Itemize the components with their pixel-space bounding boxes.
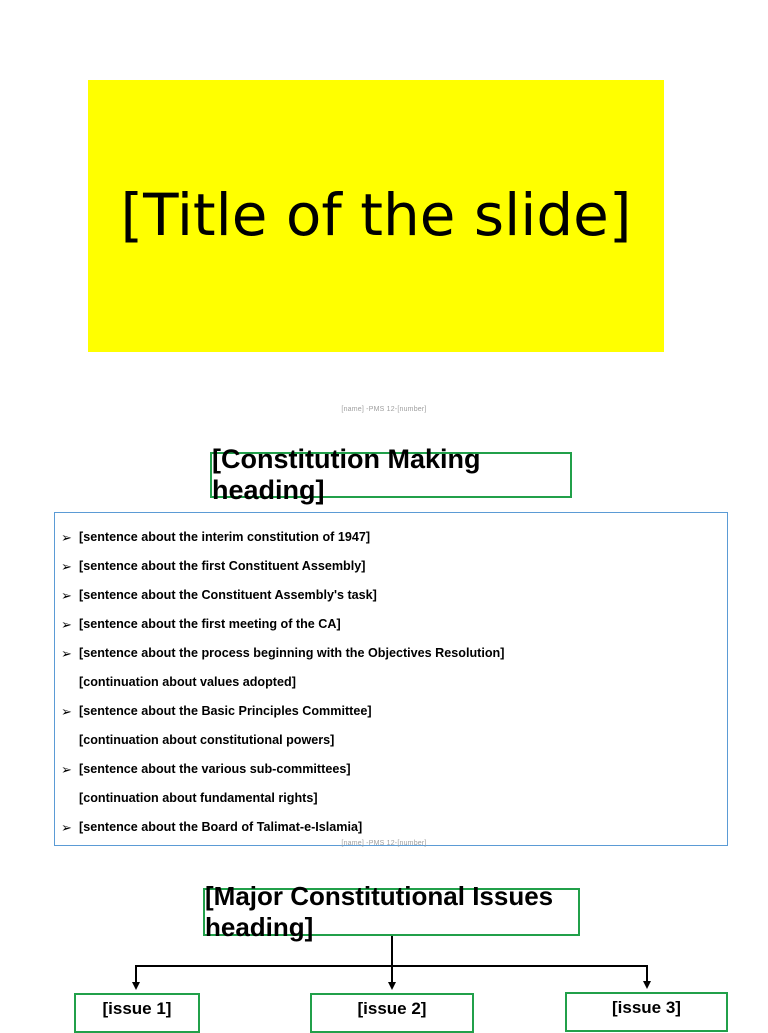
list-item: ➢ [sentence about the Board of Talimat-e-Islamia]: [61, 813, 721, 842]
slide-title: [Title of the slide]: [120, 181, 632, 250]
list-item: ➢ [sentence about the first Constituent Assembly]: [61, 552, 721, 581]
list-item: ➢ [sentence about the first meeting of the CA]: [61, 610, 721, 639]
list-item: ➢ [sentence about the various sub-committees]: [61, 755, 721, 784]
issues-heading: [Major Constitutional Issues heading]: [203, 888, 580, 936]
section-heading: [Constitution Making heading]: [210, 452, 572, 498]
list-item: ➢ [sentence about the Basic Principles Committee]: [61, 697, 721, 726]
connector-line: [646, 965, 648, 981]
list-item: ➢ [sentence about the interim constitution of 1947]: [61, 523, 721, 552]
arrow-bullet-icon: ➢: [61, 820, 72, 835]
connector-line: [391, 936, 393, 966]
arrow-bullet-icon: ➢: [61, 646, 72, 661]
list-item-continuation: [continuation about fundamental rights]: [79, 791, 318, 805]
arrow-bullet-icon: ➢: [61, 588, 72, 603]
arrow-bullet-icon: ➢: [61, 617, 72, 632]
arrow-down-icon: [388, 982, 396, 990]
issue-box-federalism: [issue 1]: [74, 993, 200, 1033]
bullet-list-box: [54, 512, 728, 846]
connector-line: [135, 965, 137, 982]
list-item-continuation: [continuation about constitutional powers]: [79, 733, 335, 747]
title-banner: [88, 80, 664, 352]
arrow-bullet-icon: ➢: [61, 530, 72, 545]
arrow-down-icon: [643, 981, 651, 989]
arrow-bullet-icon: ➢: [61, 559, 72, 574]
arrow-down-icon: [132, 982, 140, 990]
arrow-bullet-icon: ➢: [61, 762, 72, 777]
list-item: ➢ [sentence about the Constituent Assembly's task]: [61, 581, 721, 610]
arrow-bullet-icon: ➢: [61, 704, 72, 719]
watermark-footer: [name] -PMS 12-[number]: [341, 406, 427, 413]
issue-box-electorate: [issue 3]: [565, 992, 728, 1032]
list-item-continuation: [continuation about values adopted]: [79, 675, 296, 689]
issue-box-representation: [issue 2]: [310, 993, 474, 1033]
list-item: ➢ [sentence about the process beginning with the Objectives Resolution]: [61, 639, 721, 668]
watermark-footer: [name] -PMS 12-[number]: [341, 840, 427, 847]
connector-line: [391, 965, 393, 982]
